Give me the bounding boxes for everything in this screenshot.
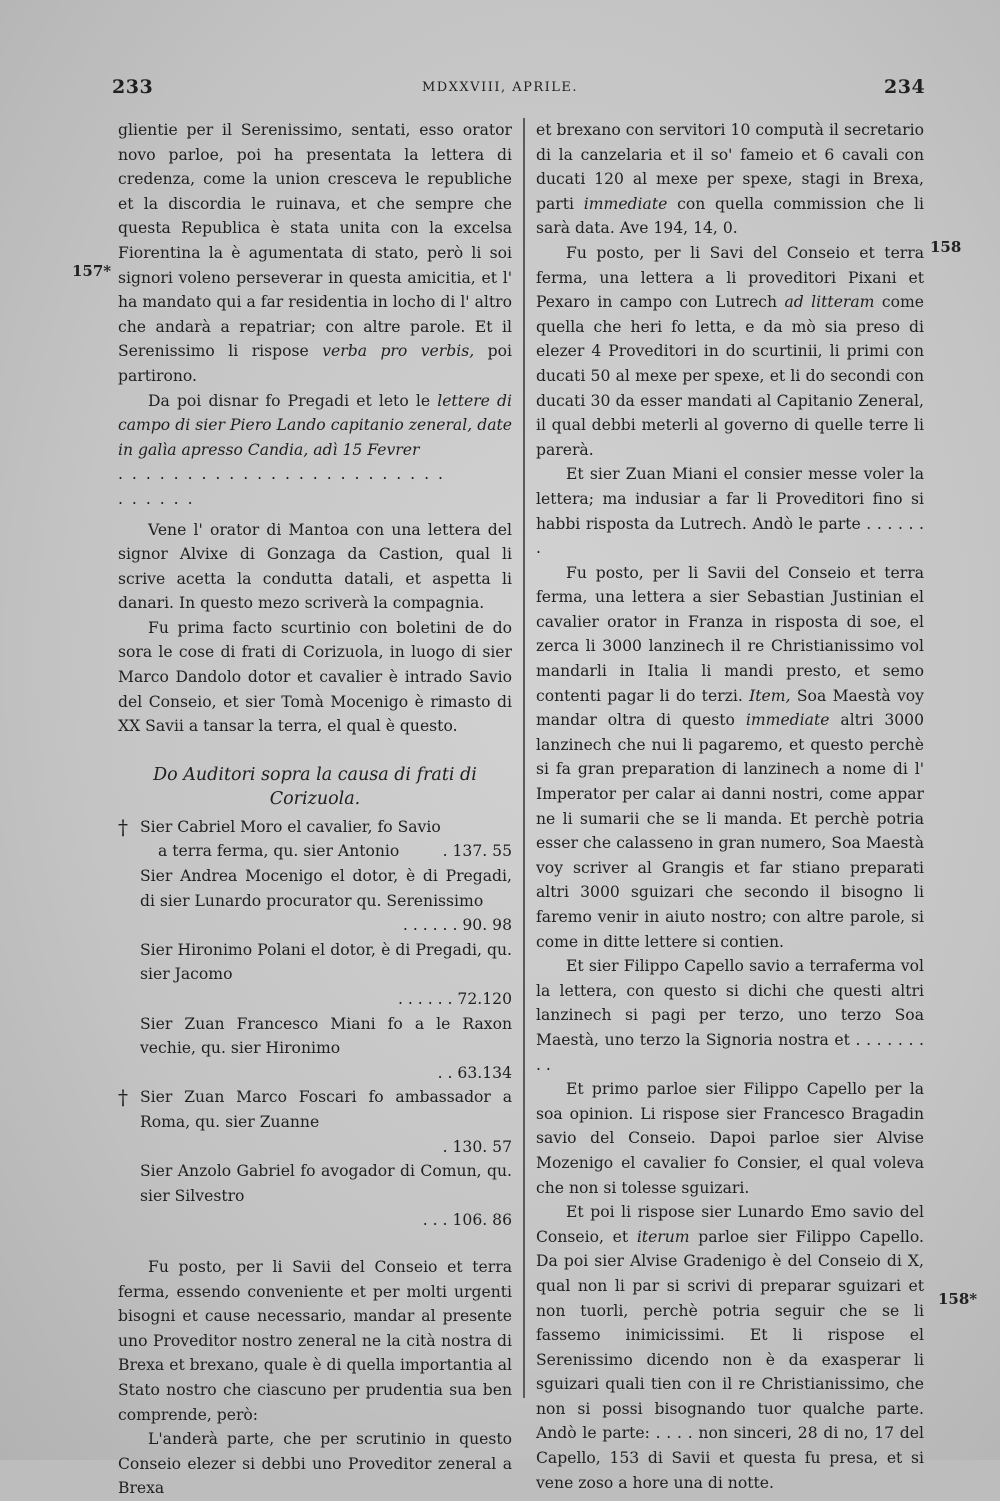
page-header: [0, 76, 1000, 106]
italic-text: immediate: [745, 711, 830, 730]
vote-entry: [118, 1159, 512, 1233]
vote-count: . . 63.134: [437, 1063, 512, 1082]
text: come quella che heri fo letta, e da mò sia preso di elezer 4 Proveditori in do scurtinii, li primi con ducati 50 al mexe per spexe, et li do secondi con ducati 30 da esser mandati al Capitanio Zeneral, il qual debbi meterli al governo di quelle terre li parerà.: [536, 293, 925, 459]
left-column: [118, 118, 512, 1501]
vote-entry: [118, 1085, 512, 1159]
paragraph: L'anderà parte, che per scrutinio in questo Conseio elezer si debbi uno Proveditor zeneral a Brexa: [118, 1430, 512, 1498]
paragraph: [536, 1200, 924, 1495]
paragraph: [536, 118, 924, 241]
paragraph: [118, 118, 512, 389]
paragraph: Et sier Filippo Capello savio a terraferma vol la lettera, con questo si dichi che questi altri lanzinech si pagi per terzo, uno terzo Soa Maestà, uno terzo la Signoria nostra et . . . . . . . . .: [536, 957, 924, 1074]
vote-entry: [118, 1012, 512, 1086]
vote-entry: [118, 938, 512, 1012]
italic-text: lettere di campo di sier Piero Lando capitanio zeneral, date in galìa apresso Candia, adì 15 Fevrer: [118, 391, 512, 459]
candidate-detail: a terra ferma, qu. sier Antonio: [158, 842, 400, 861]
text: poi partirono.: [118, 342, 512, 385]
candidate-name: Sier Zuan Marco Foscari fo ambassador a Roma, qu. sier Zuanne: [140, 1088, 512, 1131]
text: Fu posto, per li Savi del Conseio et terra ferma, una lettera a li proveditori Pixani et Pexaro in campo con Lutrech: [536, 243, 924, 312]
italic-text: Item,: [749, 686, 791, 705]
text: parloe sier Filippo Capello. Da poi sier Alvise Gradenigo è del Conseio di X, qual non li par si scrivi di preparar sguizari et non tuorli, perchè potria seguir che se li fassemo inimicissimi. Et li rispose el Serenissimo dicendo non è da exasperar li sguizari quali tien con il re Christianissimo, che non si possi bisognando tuor qualche parte. Andò le parte: . . . . non sinceri, 28 di no, 17 del Capello, 153 di Savii et questa fu presa, et si vene zoso a hore una di notte.: [536, 1227, 924, 1492]
text: con quella commission che li sarà data. Ave 194, 14, 0.: [536, 194, 924, 238]
right-page-number: 234: [884, 76, 926, 98]
paragraph: Fu posto, per li Savii del Conseio et terra ferma, essendo conveniente et per molti urgenti bisogni et cause necessario, mandar al presente uno Proveditor nostro zeneral ne la cità nostra di Brexa et brexano, quale è di quella importantia al Stato nostro che ciascuno per prudentia sua ben comprende, però:: [118, 1257, 512, 1424]
margin-note-157: 157*: [72, 262, 112, 280]
elected-cross-mark: †: [118, 814, 128, 839]
vote-count: . 130. 57: [442, 1137, 512, 1156]
paragraph: Et primo parloe sier Filippo Capello per la soa opinion. Li rispose sier Francesco Bragadin savio del Conseio. Dapoi parloe sier Alvise Mozenigo el cavalier fo Consier, el qual voleva che non si tolesse sguizari.: [536, 1080, 924, 1197]
column-rule: [523, 118, 525, 1398]
paragraph: Fu prima facto scurtinio con boletini de do sora le cose di frati di Corizuola, in luogo di sier Marco Dandolo dotor et cavalier è intrado Savio del Conseio, et sier Tomà Mocenigo è rimasto di XX Savii a tansar la terra, el qual è questo.: [118, 618, 512, 736]
paragraph: [536, 561, 924, 955]
vote-count: . 137. 55: [442, 842, 512, 861]
text: Soa Maestà voy mandar oltra di questo: [536, 686, 924, 730]
vote-count: . . . 106. 86: [422, 1211, 512, 1230]
text: Fu posto, per li Savii del Conseio et terra ferma, una lettera a sier Sebastian Justinian el cavalier orator in Franza in risposta di soe, el zerca li 3000 lanzinech il re Christianissimo vol mandarli in Italia li mandi presto, et semo contenti pagar li do terzi.: [536, 563, 924, 705]
section-heading: Do Auditori sopra la causa di frati di Corizuola.: [153, 764, 477, 809]
candidate-name: Sier Zuan Francesco Miani fo a le Raxon vechie, qu. sier Hironimo: [140, 1014, 512, 1058]
candidate-name: Sier Andrea Mocenigo el dotor, è di Pregadi, di sier Lunardo procurator qu. Serenissimo: [140, 867, 512, 910]
candidate-name: Sier Cabriel Moro el cavalier, fo Savio: [140, 817, 441, 836]
vote-count: . . . . . . 90. 98: [402, 916, 512, 935]
paragraph: Vene l' orator di Mantoa con una lettera del signor Alvixe di Gonzaga da Castion, qual li scrive acetta la condutta datali, et aspetta li danari. In questo mezo scriverà la compagnia.: [118, 520, 512, 613]
left-page-number: 233: [112, 76, 154, 98]
text: Da poi disnar fo Pregadi et leto le: [148, 391, 438, 410]
italic-text: ad litteram: [784, 293, 875, 312]
margin-note-158-star: 158*: [938, 1290, 978, 1308]
vote-entry: [118, 815, 512, 864]
ellipsis-line: . . . . . .: [118, 489, 195, 508]
text: altri 3000 lanzinech che nui li pagaremo, et questo perchè si fa gran preparation di lanzinech a nome di l' Imperator per calar ai danni nostri, come appar ne li sumarii che se li manda. Et perchè potria esser che calasseno in gran numero, Soa Maestà voy scriver al Grangis et far stiano preparati altri 3000 sguizari che secondo il bisogno li faremo venir in aiuto nostro; con altre parole, si come in ditte lettere si contien.: [536, 711, 925, 951]
vote-entry: [118, 864, 512, 938]
text: et brexano con servitori 10 computà il secretario di la canzelaria et il so' fameio et 6 cavali con ducati 120 al mexe per spexe, stagi in Brexa, parti: [536, 121, 924, 213]
italic-text: iterum: [636, 1227, 690, 1246]
vote-count: . . . . . . 72.120: [397, 990, 512, 1008]
italic-text: immediate: [583, 194, 668, 213]
vote-list: [118, 815, 512, 1233]
ellipsis-line: . . . . . . . . . . . . . . . . . . . . . . . .: [118, 465, 445, 484]
text: glientie per il Serenissimo, sentati, esso orator novo parloe, poi ha presentata la lettera di credenza, come la union cresceva le republiche et la discordia le ruinava, et che sempre che questa Republica è stata unita con la excelsa Fiorentina la è agumentata di stato, però li soi signori voleno perseverar in questa amicitia, et l' ha mandato qui a far residentia in locho di l' altro che andarà a repatriar; con altre parole. Et il Serenissimo li rispose: [118, 121, 512, 361]
italic-text: verba pro verbis,: [322, 342, 475, 361]
candidate-name: Sier Hironimo Polani el dotor, è di Pregadi, qu. sier Jacomo: [140, 940, 512, 984]
elected-cross-mark: †: [118, 1085, 128, 1110]
paragraph: [118, 389, 512, 463]
right-column: [536, 118, 924, 1495]
margin-note-158: 158: [930, 238, 962, 256]
paragraph: Et sier Zuan Miani el consier messe voler la lettera; ma indusiar a far li Proveditori fino si habbi risposta da Lutrech. Andò le parte . . . . . . .: [536, 465, 924, 558]
text: Et poi li rispose sier Lunardo Emo savio del Conseio, et: [536, 1203, 924, 1246]
paragraph: [536, 241, 924, 462]
candidate-name: Sier Anzolo Gabriel fo avogador di Comun, qu. sier Silvestro: [140, 1162, 512, 1205]
running-head: MDXXVIII, APRILE.: [421, 80, 579, 95]
